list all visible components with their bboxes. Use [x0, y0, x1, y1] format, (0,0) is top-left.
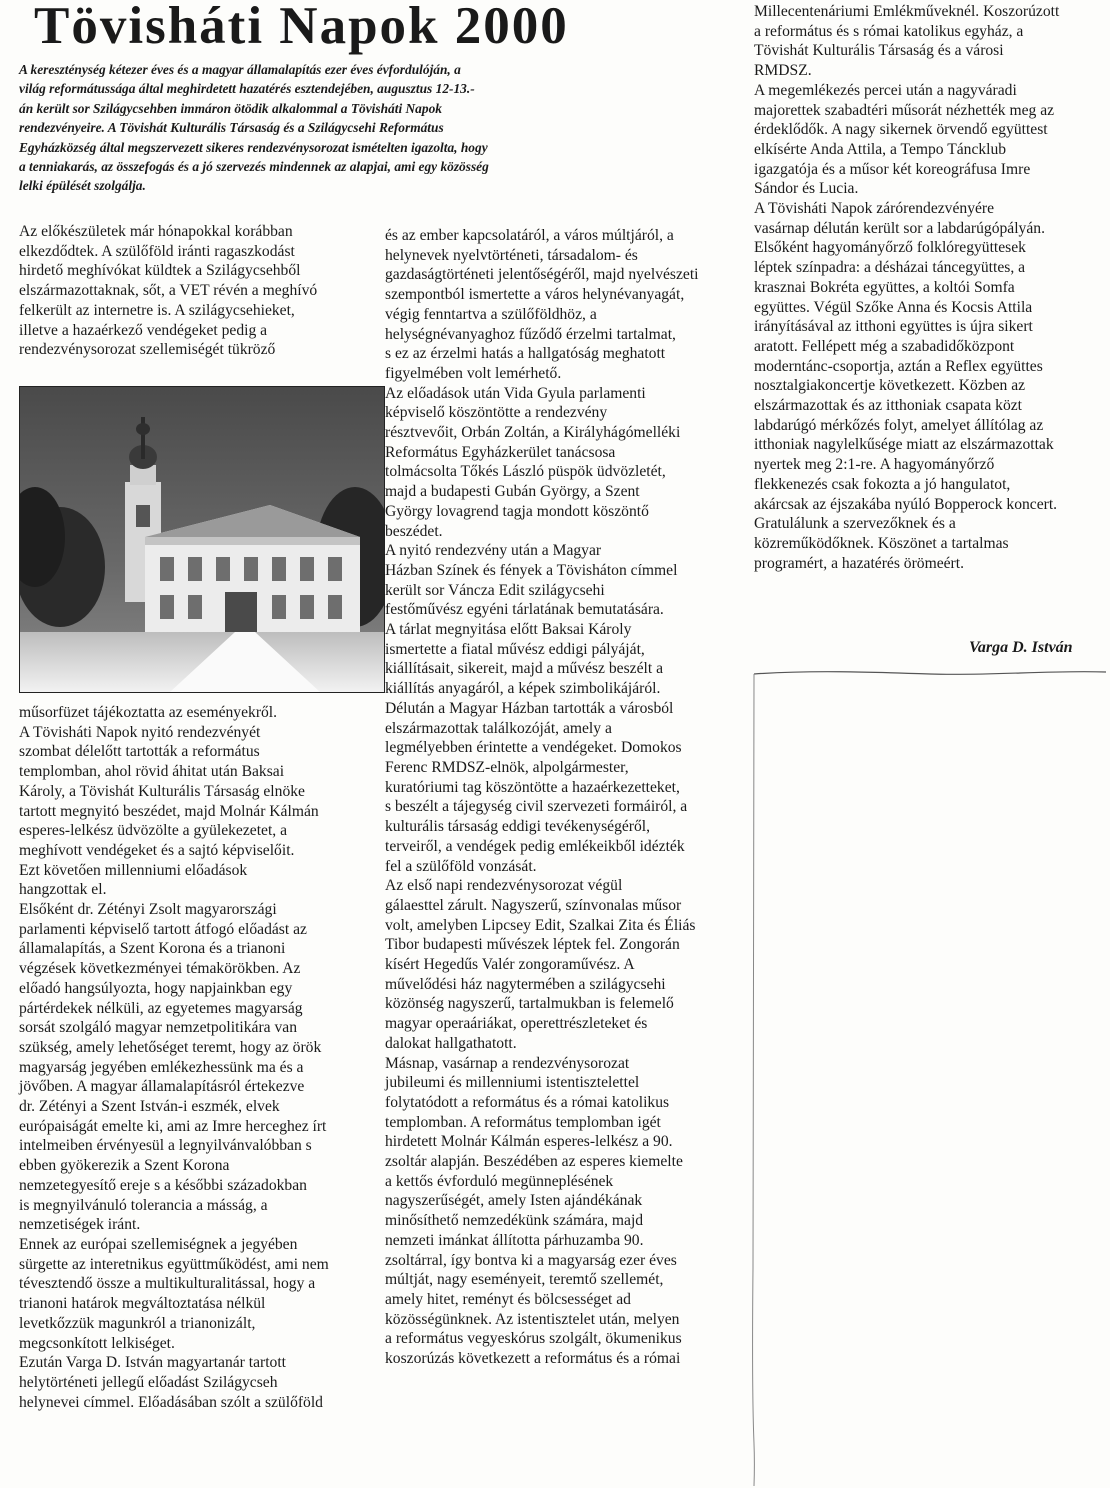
- church-photo-image: [20, 387, 384, 692]
- article-lead: A kereszténység kétezer éves és a magyar államalapítás ezer éves évfordulóján, a világ reformátussága által meghirdetett hazatérés esztendejében, augusztus 12-13.- án került sor Szilágycsehben immáron ötödik alkalommal a Tövisháti Napok rendezvényeire. A Tövishát Kulturális Társaság és a Szilágycsehi Református Egyházközség által megszervezett sikeres rendezvénysorozat ismételten igazolta, hogy a tenniakarás, az összefogás és a jó szervezés mindennek az alapjai, ami egy közösség lelki épülését szolgálja.: [19, 62, 489, 194]
- church-photo: [19, 386, 385, 693]
- column-2-text: és az ember kapcsolatáról, a város múltjáról, a helynevek nyelvtörténeti, társadalom- és gazdaságtörténeti jelentőségéről, majd nyelvészeti szempontból ismertette a város helynévanyagát, végig fenntartva a szülőföldhöz, a helységnévanyaghoz fűződő érzelmi tartalmat, s ez az érzelmi hatás a hallgatóság meghatott figyelmében volt lemérhető. Az előadások után Vida Gyula parlamenti képviselő köszöntötte a rendezvény résztvevőit, Orbán Zoltán, a Királyhágómelléki Református Egyházkerület tanácsosa tolmácsolta Tőkés László püspök üdvözletét, majd a budapesti Gubán György, a Szent György lovagrend tagja mondott köszöntő beszédet. A nyitó rendezvény után a Magyar Házban Színek és fények a Tövisháton címmel került sor Váncza Edit szilágycsehi festőművész egyéni tárlatának bemutatására. A tárlat megnyitása előtt Baksai Károly ismertette a fiatal művész eddigi pályáját, kiállításait, sikereit, majd a művész beszélt a kiállítás anyagáról, a képek szimbolikájáról. Délután a Magyar Házban tartották a városból elszármazottak találkozóját, amely a legmélyebben érintette a vendégeket. Domokos Ferenc RMDSZ-elnök, alpolgármester, kuratóriumi tag köszöntötte a hazaérkezetteket, s beszélt a tájegység civil szervezeti formáiról, a kulturális társaság eddigi tevékenységéről, terveiről, a vendégek pedig emlékeikből idézték fel a szülőföld vonzását. Az első napi rendezvénysorozat végül gálaesttel zárult. Nagyszerű, színvonalas műsor volt, amelyben Lipcsey Edit, Szalkai Zita és Éliás Tibor budapesti művészek léptek fel. Zongorán kísért Hegedűs Valér zongoraművész. A művelődési ház nagytermében a szilágycsehi közönség nagyszerű, tartalmukban is felemelő magyar operaáriákat, operettrészleteket és dalokat hallgathatott. Másnap, vasárnap a rendezvénysorozat jubileumi és millenniumi istentisztelettel folytatódott a református és a római katolikus templomban. A református templomban igét hirdetett Molnár Kálmán esperes-lelkész a 90. zsoltár alapján. Beszédében az esperes kiemelte a kettős évforduló megünneplésének nagyszerűségét, amely Isten ajándékának minősíthető nemzedékünk számára, majd nemzeti imánkat állította párhuzamba 90. zsoltárral, így bontva ki a magyarság ezer éves múltját, nagy eseményeit, teremtő szellemét, amely hitet, reményt és bölcsességet ad közösségünknek. Az istentisztelet után, melyen a református vegyeskórus szolgált, ökumenikus koszorúzás következett a református és a római: [385, 227, 699, 1368]
- column-1-bottom-text: műsorfüzet tájékoztatta az eseményekről. A Tövisháti Napok nyitó rendezvényét szombat délelőtt tartották a református templomban, ahol rövid áhitat után Baksai Károly, a Tövishát Kulturális Társaság elnöke tartott megnyitó beszédet, majd Molnár Kálmán esperes-lelkész üdvözölte a gyülekezetet, a meghívott vendégeket és a sajtó képviselőit. Ezt követően millenniumi előadások hangzottak el. Elsőként dr. Zétényi Zsolt magyarországi parlamenti képviselő tartott átfogó előadást az államalapítás, a Szent Korona és a trianoni végzések következményei témakörökben. Az előadó hangsúlyozta, hogy napjainkban egy pártérdekek nélküli, az egyetemes magyarság sorsát szolgáló magyar nemzetpolitikára van szükség, amely lehetőséget teremt, hogy az örök magyarság jegyében emlékezhessünk ma és a jövőben. A magyar államalapításról értekezve dr. Zétényi a Szent István-i eszmék, elvek európaiságát emelte ki, ami az Imre herceghez írt intelmeiben érvényesül a legnyilvánvalóbban s ebben gyökerezik a Szent Korona nemzetegyesítő ereje s a későbbi századokban is megnyilvánuló tolerancia a másság, a nemzetiségek iránt. Ennek az európai szellemiségnek a jegyében sürgette az interetnikus együttműködést, ami nem tévesztendő össze a multikulturalitással, hogy a trianoni határok megváltoztatása nélkül levetkőzzük magunkról a trianonizált, megcsonkított lelkiséget. Ezután Varga D. István magyartanár tartott helytörténeti jellegű előadást Szilágycseh helynevei címmel. Előadásában szólt a szülőföld: [19, 704, 329, 1411]
- column-1-top-text: Az előkészületek már hónapokkal korábban elkezdődtek. A szülőföld iránti ragaszkodást hirdető meghívókat küldtek a Szilágycsehből elszármazottaknak, sőt, a VET révén a meghívó felkerült az internetre is. A szilágycsehieket, illetve a hazaérkező vendégeket pedig a rendezvénysorozat szellemiségét tükröző: [19, 223, 318, 359]
- article-title: Tövisháti Napok 2000: [34, 0, 569, 55]
- column-3-text: Millecentenáriumi Emlékműveknél. Koszorúzott a református és s római katolikus egyház, a Tövishát Kulturális Társaság és a városi RMDSZ. A megemlékezés percei után a nagyváradi majorettek szabadtéri műsorát nézhették meg az érdeklődők. A nagy sikernek örvendő együttest elkísérte Anda Attila, a Tempo Táncklub igazgatója és a műsor két koreográfusa Imre Sándor és Lucia. A Tövisháti Napok zárórendezvényére vasárnap délután került sor a labdarúgópályán. Elsőként hagyományőrző folklóregyüttesek léptek színpadra: a désházai táncegyüttes, a krasznai Bokréta együttes, a koltói Somfa együttes. Végül Szőke Anna és Kocsis Attila irányításával az itthoni együttes is újra sikert aratott. Fellépett még a szabadidőközpont moderntánc-csoportja, aztán a Reflex együttes nosztalgiakoncertje következett. Közben az elszármazottak és az itthoniak csapata közt labdarúgó mérkőzés folyt, amelyet állítólag az itthoniak nagylelkűsége miatt az elszármazottak nyertek meg 2:1-re. A hagyományőrző flekkenezés csak fokozta a jó hangulatot, akárcsak az éjszakába nyúló Bopperock koncert. Gratulálunk a szervezőknek és a közreműködőknek. Köszönet a tartalmas programért, a hazatérés örömeért.: [754, 3, 1060, 572]
- clipping-cut-edge: [750, 668, 1110, 1488]
- author-signature: Varga D. István: [969, 639, 1073, 656]
